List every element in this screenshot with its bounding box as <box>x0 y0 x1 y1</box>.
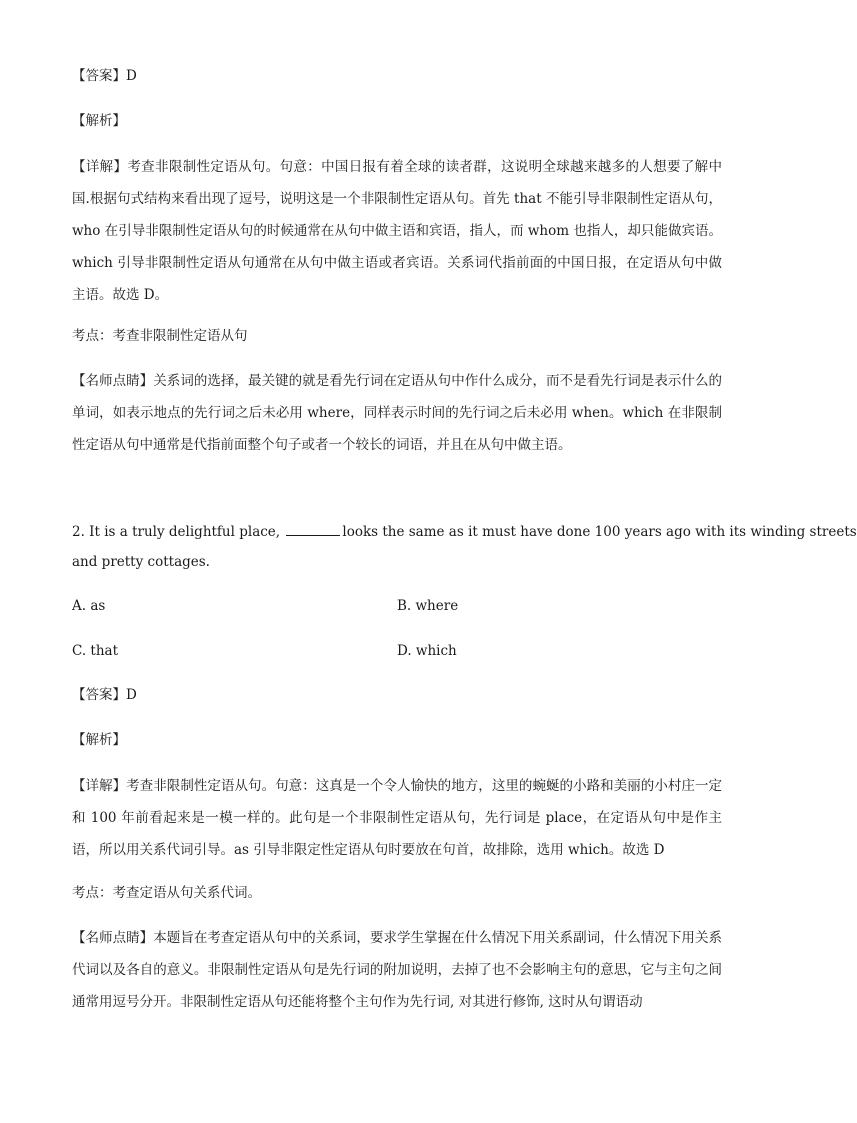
q1-analysis-label: 【解析】 <box>72 113 126 129</box>
q2-answer: 【答案】D <box>72 687 137 703</box>
option-a: A. as <box>72 598 106 614</box>
q2-stem-after: looks the same as it must have done 100 years ago with its winding streets <box>342 524 857 540</box>
q1-answer: 【答案】D <box>72 68 137 84</box>
q2-point: 考点：考查定语从句关系代词。 <box>72 885 261 901</box>
q2-stem <box>72 522 857 542</box>
q1-tip: 【名师点睛】关系词的选择，最关键的就是看先行词在定语从句中作什么成分，而不是看先行词是表示什么的单词，如表示地点的先行词之后未必用 where，同样表示时间的先行词之后未必用 when。which 在非限制性定语从句中通常是代指前面整个句子或者一个较长的词语，并且在从句中做主语。 <box>72 373 722 453</box>
answer-blank <box>286 523 340 536</box>
q1-detail: 【详解】考查非限制性定语从句。句意：中国日报有着全球的读者群，这说明全球越来越多的人想要了解中国.根据句式结构来看出现了逗号，说明这是一个非限制性定语从句。首先 that 不能引导非限制性定语从句，who 在引导非限制性定语从句的时候通常在从句中做主语和宾语，指人，而 whom 也指人，却只能做宾语。which 引导非限制性定语从句通常在从句中做主语或者宾语。关系词代指前面的中国日报，在定语从句中做主语。故选 D。 <box>72 159 722 303</box>
q2-detail: 【详解】考查非限制性定语从句。句意：这真是一个令人愉快的地方，这里的蜿蜒的小路和美丽的小村庄一定和 100 年前看起来是一模一样的。此句是一个非限制性定语从句，先行词是 place，在定语从句中是作主语，所以用关系代词引导。as 引导非限定性定语从句时要放在句首，故排除，选用 which。故选 D <box>72 778 722 858</box>
option-d: D. which <box>397 643 457 659</box>
q2-stem-before: 2. It is a truly delightful place, <box>72 524 285 540</box>
q1-point: 考点：考查非限制性定语从句 <box>72 328 248 344</box>
q2-stem-line2: and pretty cottages. <box>72 554 210 570</box>
option-c: C. that <box>72 643 119 659</box>
q2-analysis-label: 【解析】 <box>72 732 126 748</box>
option-b: B. where <box>397 598 459 614</box>
q2-tip: 【名师点睛】本题旨在考查定语从句中的关系词，要求学生掌握在什么情况下用关系副词，什么情况下用关系代词以及各自的意义。非限制性定语从句是先行词的附加说明，去掉了也不会影响主句的意思，它与主句之间通常用逗号分开。非限制性定语从句还能将整个主句作为先行词, 对其进行修饰, 这时从句谓语动 <box>72 930 722 1010</box>
